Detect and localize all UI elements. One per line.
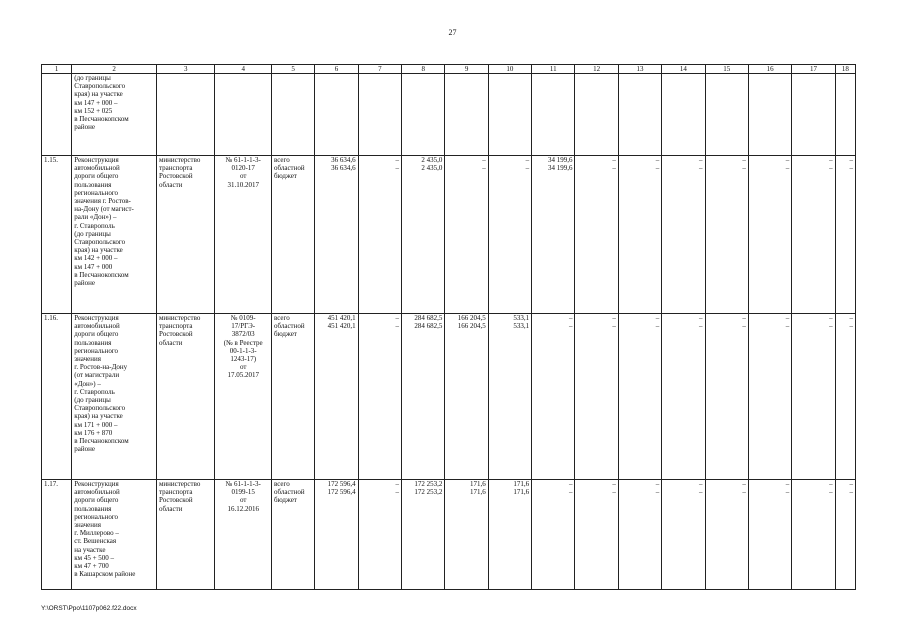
cell-line: 36 634,6 <box>331 164 356 173</box>
column-header: 3 <box>156 65 215 74</box>
cell-line: – <box>482 156 486 164</box>
page-number: 27 <box>448 28 457 37</box>
cell-line: (до границы <box>74 229 111 238</box>
cell-line: – <box>849 314 853 322</box>
cell-line: транспорта <box>158 488 193 497</box>
cell-c12 <box>575 314 618 480</box>
column-header: 18 <box>835 65 855 74</box>
budget-table <box>41 64 856 590</box>
cell-line: – <box>395 488 400 497</box>
cell-c11 <box>532 156 575 314</box>
cell-line: – <box>849 164 853 173</box>
cell-line: 172 253,2 <box>414 480 443 488</box>
cell-line: – <box>612 164 616 173</box>
cell-line: – <box>785 314 790 322</box>
cell-line: автомобильной <box>74 322 120 331</box>
cell-line: (до границы <box>74 396 111 405</box>
cell-c17 <box>792 480 835 590</box>
cell-c17 <box>792 156 835 314</box>
cell-line: (от магистрали <box>74 371 120 380</box>
cell-line: ст. Вешенская <box>74 537 117 546</box>
cell-line: от <box>239 172 247 181</box>
cell-c14 <box>662 156 705 314</box>
cell-name <box>72 74 157 156</box>
file-path-footer: Y:\ORST\Ppo\1107p062.f22.docx <box>41 605 137 612</box>
cell-line: Ростовской <box>158 172 193 181</box>
column-header: 8 <box>402 65 445 74</box>
column-header: 1 <box>42 65 72 74</box>
cell-org <box>156 156 215 314</box>
cell-num: 1.17. <box>42 480 72 590</box>
column-header: 4 <box>215 65 271 74</box>
cell-doc <box>215 156 271 314</box>
cell-line: 172 253,2 <box>414 488 443 497</box>
cell-c13 <box>618 156 661 314</box>
cell-source <box>271 74 314 156</box>
cell-line: г. Ростов-на-Дону <box>74 363 128 372</box>
cell-line: Ставропольского <box>74 238 126 247</box>
cell-line: бюджет <box>273 330 297 339</box>
cell-line: 1243-17) <box>230 355 257 364</box>
column-header: 14 <box>662 65 705 74</box>
cell-line: автомобильной <box>74 488 120 497</box>
cell-c9 <box>445 74 488 156</box>
cell-line: – <box>785 164 790 173</box>
cell-org <box>156 74 215 156</box>
cell-line: – <box>699 322 703 331</box>
cell-line: на участке <box>74 545 106 554</box>
cell-c18 <box>835 314 855 480</box>
cell-line: – <box>699 488 703 497</box>
cell-line: – <box>849 480 853 488</box>
cell-num: 1.15. <box>42 156 72 314</box>
cell-line: – <box>785 322 790 331</box>
cell-line: транспорта <box>158 322 193 331</box>
cell-line: – <box>612 314 616 322</box>
cell-line: Ростовской <box>158 330 193 339</box>
cell-line: регионального <box>74 188 119 197</box>
cell-line: 172 596,4 <box>327 480 356 488</box>
cell-line: в Песчанокопском <box>74 437 129 446</box>
cell-line: 451 420,1 <box>327 314 356 322</box>
cell-line: 36 634,6 <box>331 156 356 164</box>
cell-line: – <box>785 480 790 488</box>
cell-c15 <box>705 156 748 314</box>
column-header: 6 <box>315 65 358 74</box>
cell-line: (№ в Реестре <box>223 338 263 347</box>
cell-line: – <box>612 322 616 331</box>
cell-line: Ставропольского <box>74 82 126 91</box>
cell-line: – <box>829 480 833 488</box>
cell-line: края) на участке <box>74 90 123 99</box>
cell-line: областной <box>273 164 305 173</box>
cell-line: регионального <box>74 346 119 355</box>
cell-doc <box>215 314 271 480</box>
cell-name <box>72 314 157 480</box>
cell-line: № 61-1-1-3- <box>225 480 261 488</box>
cell-c16 <box>748 74 791 156</box>
cell-source <box>271 314 314 480</box>
cell-line: рали «Дон») – <box>74 213 117 222</box>
cell-line: дороги общего <box>74 496 119 505</box>
cell-line: 00-1-1-3- <box>229 346 257 355</box>
column-header: 10 <box>488 65 531 74</box>
table-row <box>42 314 856 480</box>
cell-c13 <box>618 74 661 156</box>
cell-line: 451 420,1 <box>327 322 356 331</box>
cell-line: – <box>785 156 790 164</box>
cell-line: – <box>742 164 746 173</box>
cell-line: г. Миллерово – <box>74 529 119 538</box>
cell-num <box>42 74 72 156</box>
cell-line: – <box>482 164 486 173</box>
cell-line: пользования <box>74 504 112 513</box>
cell-line: – <box>742 314 746 322</box>
cell-line: г. Ставрополь <box>74 387 115 396</box>
cell-line: – <box>395 314 400 322</box>
cell-line: Реконструкция <box>74 314 119 322</box>
cell-line: министерство <box>158 314 201 322</box>
cell-line: Ростовской <box>158 496 193 505</box>
cell-line: пользования <box>74 180 112 189</box>
column-header: 13 <box>618 65 661 74</box>
cell-line: дороги общего <box>74 172 119 181</box>
column-header: 15 <box>705 65 748 74</box>
cell-line: 0199-15 <box>231 488 255 497</box>
cell-line: в Песчанокопском <box>74 270 129 279</box>
cell-c12 <box>575 480 618 590</box>
cell-line: – <box>849 322 853 331</box>
cell-c11 <box>532 74 575 156</box>
cell-line: 166 204,5 <box>457 314 486 322</box>
cell-line: бюджет <box>273 496 297 505</box>
cell-line: Ставропольского <box>74 404 126 413</box>
cell-line: от <box>239 496 247 505</box>
cell-line: – <box>655 314 660 322</box>
cell-line: – <box>395 164 400 173</box>
cell-line: Реконструкция <box>74 156 119 164</box>
cell-line: области <box>158 338 183 347</box>
cell-line: значения <box>74 355 101 364</box>
cell-c13 <box>618 480 661 590</box>
cell-line: 171,6 <box>513 480 530 488</box>
cell-line: – <box>568 314 573 322</box>
cell-c14 <box>662 74 705 156</box>
column-header: 16 <box>748 65 791 74</box>
cell-c8 <box>402 74 445 156</box>
cell-line: дороги общего <box>74 330 119 339</box>
cell-line: 2 435,0 <box>421 164 443 173</box>
cell-line: Реконструкция <box>74 480 119 488</box>
cell-line: – <box>699 480 703 488</box>
cell-c10 <box>488 74 531 156</box>
cell-c9 <box>445 480 488 590</box>
cell-c10 <box>488 480 531 590</box>
cell-line: 171,6 <box>470 488 486 497</box>
cell-c9 <box>445 156 488 314</box>
cell-line: 17.05.2017 <box>227 371 259 380</box>
cell-line: – <box>568 480 573 488</box>
cell-line: км 147 + 000 <box>74 262 113 271</box>
cell-line: – <box>525 164 530 173</box>
cell-c6 <box>315 480 358 590</box>
cell-line: – <box>568 322 573 331</box>
cell-line: значения г. Ростов- <box>74 197 131 206</box>
cell-line: 533,1 <box>513 322 530 331</box>
column-header: 17 <box>792 65 835 74</box>
cell-line: районе <box>74 445 95 454</box>
cell-line: – <box>742 322 746 331</box>
cell-line: 533,1 <box>513 314 530 322</box>
cell-c12 <box>575 156 618 314</box>
cell-line: 172 596,4 <box>327 488 356 497</box>
cell-line: км 142 + 000 – <box>74 254 118 263</box>
cell-c15 <box>705 314 748 480</box>
cell-doc <box>215 480 271 590</box>
cell-line: районе <box>74 279 95 288</box>
cell-line: министерство <box>158 156 201 164</box>
table-row <box>42 156 856 314</box>
cell-line: края) на участке <box>74 412 123 421</box>
cell-line: регионального <box>74 512 119 521</box>
cell-line: «Дон») – <box>74 379 101 388</box>
cell-line: – <box>699 314 703 322</box>
cell-line: 171,6 <box>470 480 486 488</box>
cell-line: – <box>849 156 853 164</box>
cell-source <box>271 156 314 314</box>
cell-line: (до границы <box>74 74 111 82</box>
cell-line: – <box>742 480 746 488</box>
cell-line: 284 682,5 <box>414 322 443 331</box>
cell-c18 <box>835 480 855 590</box>
cell-line: – <box>699 164 703 173</box>
cell-line: 284 682,5 <box>414 314 443 322</box>
cell-c12 <box>575 74 618 156</box>
cell-c17 <box>792 314 835 480</box>
cell-org <box>156 314 215 480</box>
cell-c17 <box>792 74 835 156</box>
cell-line: 2 435,0 <box>421 156 443 164</box>
cell-c7 <box>358 74 401 156</box>
cell-line: на-Дону (от магист- <box>74 205 134 214</box>
cell-c9 <box>445 314 488 480</box>
cell-line: км 45 + 500 – <box>74 553 115 562</box>
cell-line: пользования <box>74 338 112 347</box>
cell-c8 <box>402 156 445 314</box>
cell-line: – <box>655 156 660 164</box>
cell-line: № 0109- <box>230 314 256 322</box>
cell-line: – <box>395 480 400 488</box>
cell-line: – <box>612 156 616 164</box>
cell-line: 171,6 <box>513 488 530 497</box>
cell-line: – <box>829 488 833 497</box>
cell-c7 <box>358 314 401 480</box>
cell-line: всего <box>273 314 290 322</box>
cell-line: областной <box>273 488 305 497</box>
cell-c10 <box>488 314 531 480</box>
cell-c8 <box>402 480 445 590</box>
cell-line: всего <box>273 156 290 164</box>
cell-line: – <box>849 488 853 497</box>
cell-c6 <box>315 314 358 480</box>
cell-line: – <box>395 156 400 164</box>
cell-c7 <box>358 156 401 314</box>
cell-line: г. Ставрополь <box>74 221 115 230</box>
column-header: 9 <box>445 65 488 74</box>
cell-line: края) на участке <box>74 246 123 255</box>
cell-line: – <box>829 314 833 322</box>
cell-line: – <box>612 488 616 497</box>
column-header: 2 <box>72 65 157 74</box>
cell-line: – <box>525 156 530 164</box>
cell-line: – <box>568 488 573 497</box>
cell-line: транспорта <box>158 164 193 173</box>
cell-line: министерство <box>158 480 201 488</box>
cell-line: – <box>612 480 616 488</box>
column-header: 12 <box>575 65 618 74</box>
cell-line: в Кашарском районе <box>74 570 136 579</box>
cell-line: значения <box>74 521 101 530</box>
cell-c6 <box>315 74 358 156</box>
cell-line: всего <box>273 480 290 488</box>
cell-line: – <box>655 322 660 331</box>
cell-line: км 171 + 000 – <box>74 420 118 429</box>
cell-line: бюджет <box>273 172 297 181</box>
cell-c11 <box>532 314 575 480</box>
cell-line: км 147 + 000 – <box>74 98 118 107</box>
cell-num: 1.16. <box>42 314 72 480</box>
cell-line: км 152 + 025 <box>74 106 113 115</box>
cell-c13 <box>618 314 661 480</box>
cell-line: – <box>742 156 746 164</box>
cell-line: – <box>395 322 400 331</box>
cell-line: – <box>655 164 660 173</box>
column-header: 11 <box>532 65 575 74</box>
cell-line: 166 204,5 <box>457 322 486 331</box>
cell-c8 <box>402 314 445 480</box>
cell-line: 3872/03 <box>231 330 255 339</box>
cell-name <box>72 480 157 590</box>
table-row <box>42 480 856 590</box>
cell-line: областной <box>273 322 305 331</box>
cell-c11 <box>532 480 575 590</box>
cell-line: автомобильной <box>74 164 120 173</box>
cell-line: 34 199,6 <box>547 164 573 173</box>
cell-line: – <box>829 322 833 331</box>
cell-line: от <box>239 363 247 372</box>
cell-c14 <box>662 480 705 590</box>
cell-line: районе <box>74 123 95 132</box>
column-header: 5 <box>271 65 314 74</box>
header-row <box>42 65 856 74</box>
cell-source <box>271 480 314 590</box>
cell-line: 16.12.2016 <box>227 504 259 513</box>
table-row <box>42 74 856 156</box>
cell-c15 <box>705 480 748 590</box>
cell-org <box>156 480 215 590</box>
cell-line: – <box>655 488 660 497</box>
column-header: 7 <box>358 65 401 74</box>
cell-doc <box>215 74 271 156</box>
cell-name <box>72 156 157 314</box>
cell-c10 <box>488 156 531 314</box>
cell-c16 <box>748 480 791 590</box>
cell-line: 17/РГЭ- <box>231 322 256 331</box>
cell-line: 0120-17 <box>231 164 255 173</box>
cell-c18 <box>835 74 855 156</box>
cell-c16 <box>748 156 791 314</box>
cell-line: 34 199,6 <box>547 156 573 164</box>
cell-c14 <box>662 314 705 480</box>
cell-line: 31.10.2017 <box>227 180 259 189</box>
cell-line: области <box>158 180 183 189</box>
cell-line: км 47 + 700 <box>74 562 109 571</box>
cell-c15 <box>705 74 748 156</box>
cell-line: км 176 + 870 <box>74 428 113 437</box>
cell-line: в Песчанокопском <box>74 115 129 124</box>
cell-c18 <box>835 156 855 314</box>
cell-c6 <box>315 156 358 314</box>
cell-line: – <box>829 164 833 173</box>
cell-line: – <box>742 488 746 497</box>
cell-c7 <box>358 480 401 590</box>
cell-line: № 61-1-1-3- <box>225 156 261 164</box>
cell-line: – <box>829 156 833 164</box>
cell-line: – <box>699 156 703 164</box>
cell-line: – <box>655 480 660 488</box>
cell-c16 <box>748 314 791 480</box>
cell-line: – <box>785 488 790 497</box>
cell-line: области <box>158 504 183 513</box>
